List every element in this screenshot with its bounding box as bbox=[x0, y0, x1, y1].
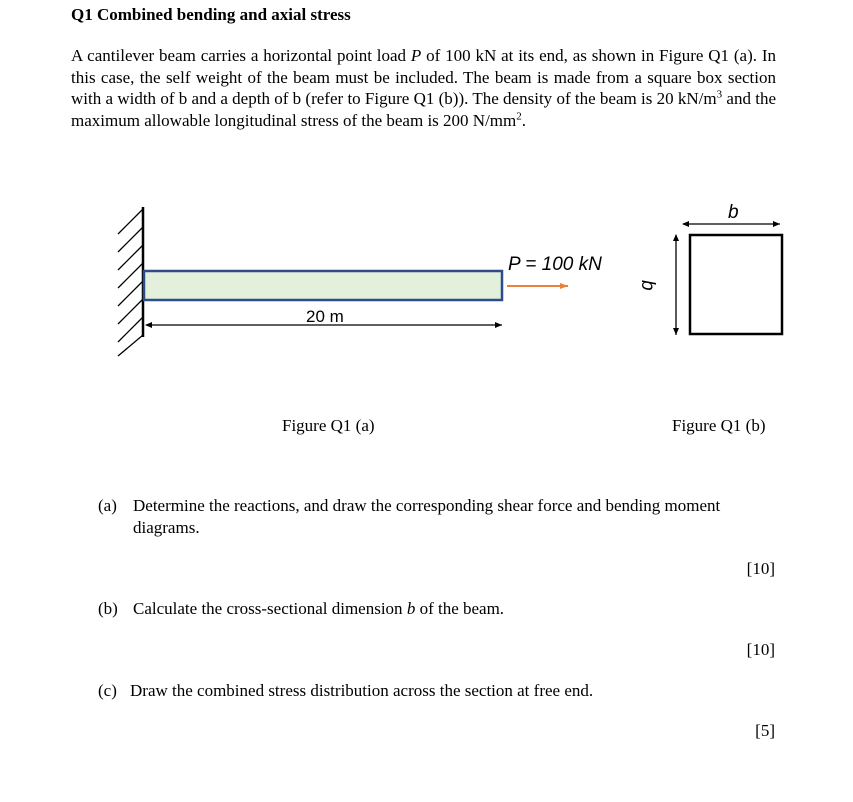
intro-sup-2: 2 bbox=[516, 109, 522, 122]
intro-sup-3: 3 bbox=[716, 88, 723, 101]
intro-text-4: . bbox=[521, 110, 526, 130]
part-c-marks: [5] bbox=[755, 721, 775, 740]
part-b-label: (b) bbox=[98, 599, 118, 618]
part-b-var: b bbox=[406, 599, 416, 618]
part-b-text-post: of the beam. bbox=[415, 599, 505, 618]
part-b-marks: [10] bbox=[746, 640, 775, 659]
fixed-support bbox=[118, 207, 143, 356]
part-b bbox=[98, 598, 504, 620]
figure-b bbox=[637, 202, 782, 435]
part-a bbox=[98, 495, 788, 538]
intro-text-2: of 100 kN at its end, as shown in Figure Q1 (a). In this case, the self weight of the beam must be included. The beam is made from a square box section with a width of b and a depth of b (refer to Figure Q1 (b)). The density of the beam is 20 kN/m bbox=[71, 46, 777, 108]
intro-text-3: and the maximum allowable longitudinal stress of the beam is 200 N/mm bbox=[71, 89, 776, 130]
part-c-label: (c) bbox=[98, 681, 117, 700]
part-a-text: Determine the reactions, and draw the corresponding shear force and bending moment diagrams. bbox=[133, 496, 721, 537]
figure-b-caption: Figure Q1 (b) bbox=[672, 416, 766, 435]
question-title: Q1 Combined bending and axial stress bbox=[71, 5, 351, 24]
part-c-text: Draw the combined stress distribution across the section at free end. bbox=[130, 681, 594, 700]
beam bbox=[144, 271, 502, 300]
width-label: b bbox=[728, 202, 739, 223]
load-label: P = 100 kN bbox=[508, 254, 602, 275]
box-section bbox=[690, 235, 782, 334]
depth-label: b bbox=[637, 280, 658, 291]
intro-text-1: A cantilever beam carries a horizontal point load bbox=[71, 46, 411, 65]
part-b-text bbox=[133, 598, 504, 620]
figure-a bbox=[118, 207, 602, 435]
part-a-label: (a) bbox=[98, 496, 117, 515]
length-label: 20 m bbox=[306, 307, 344, 326]
part-c bbox=[98, 680, 593, 702]
intro-var-p: P bbox=[410, 46, 422, 65]
part-b-text-pre: Calculate the cross-sectional dimension bbox=[133, 599, 407, 618]
figure-a-caption: Figure Q1 (a) bbox=[282, 416, 375, 435]
part-a-marks: [10] bbox=[746, 559, 775, 578]
